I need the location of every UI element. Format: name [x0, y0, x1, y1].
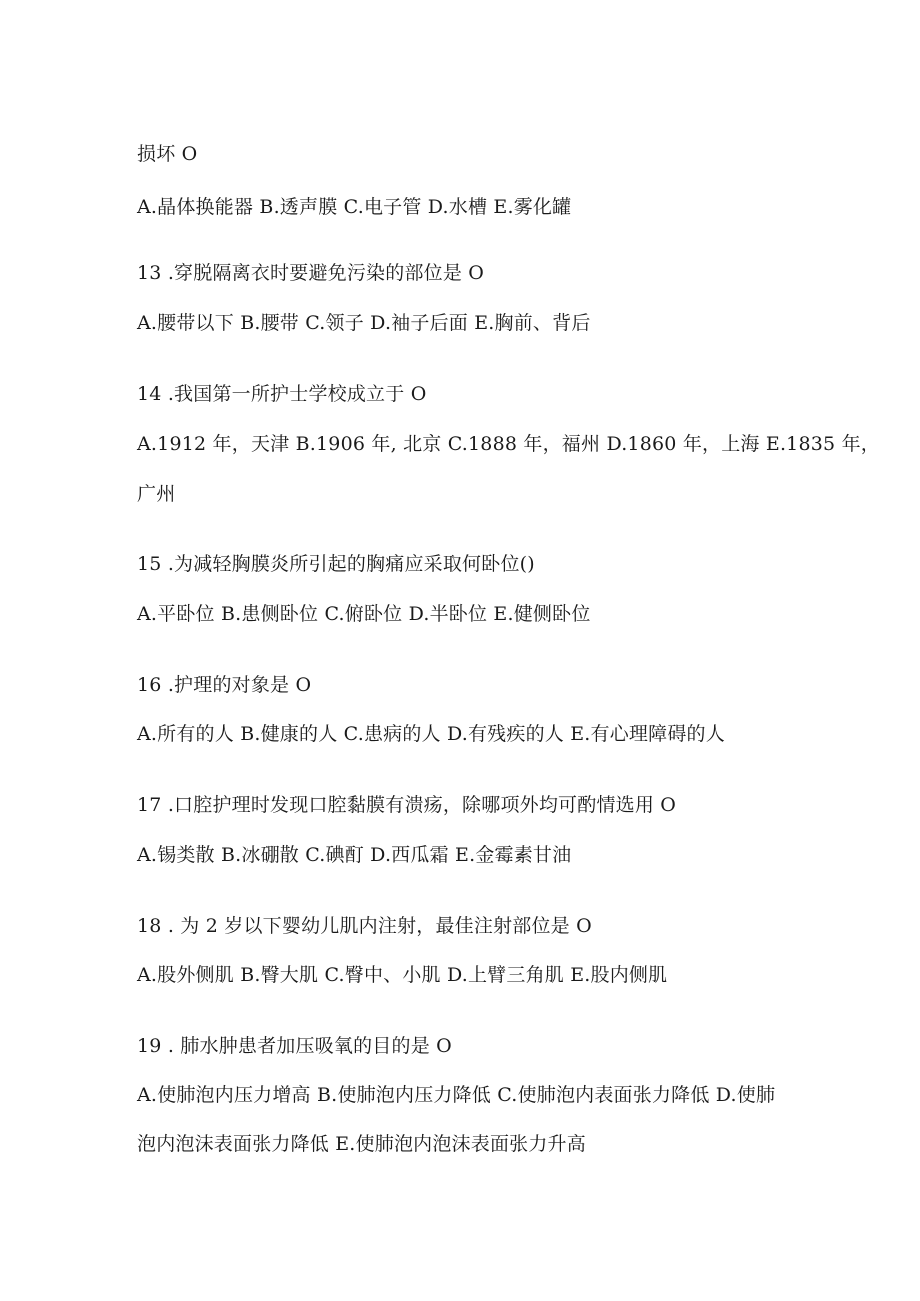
- question-16-options: A.所有的人 B.健康的人 C.患病的人 D.有残疾的人 E.有心理障碍的人: [137, 723, 725, 745]
- question-13-stem: 13 .穿脱隔离衣时要避免污染的部位是 O: [137, 262, 485, 284]
- question-14-options-continuation: 广州: [137, 483, 176, 505]
- question-13-options: A.腰带以下 B.腰带 C.领子 D.袖子后面 E.胸前、背后: [137, 312, 591, 334]
- question-19-options-continuation: 泡内泡沫表面张力降低 E.使肺泡内泡沫表面张力升高: [137, 1133, 586, 1155]
- question-12-stem-continuation: 损坏 O: [137, 143, 198, 165]
- question-18-options: A.股外侧肌 B.臀大肌 C.臀中、小肌 D.上臂三角肌 E.股内侧肌: [137, 964, 668, 986]
- question-17-stem: 17 .口腔护理时发现口腔黏膜有溃疡，除哪项外均可酌情选用 O: [137, 794, 677, 816]
- question-17-options: A.锡类散 B.冰硼散 C.碘酊 D.西瓜霜 E.金霉素甘油: [137, 844, 572, 866]
- question-19-stem: 19 . 肺水肿患者加压吸氧的目的是 O: [137, 1035, 452, 1057]
- question-14-stem: 14 .我国第一所护士学校成立于 O: [137, 383, 427, 405]
- question-15-stem: 15 .为减轻胸膜炎所引起的胸痛应采取何卧位(): [137, 553, 535, 575]
- question-14-options: A.1912 年，天津 B.1906 年, 北京 C.1888 年，福州 D.1860 年，上海 E.1835 年，: [137, 433, 880, 455]
- question-18-stem: 18 . 为 2 岁以下婴幼儿肌内注射，最佳注射部位是 O: [137, 915, 592, 937]
- question-16-stem: 16 .护理的对象是 O: [137, 674, 312, 696]
- question-12-options: A.晶体换能器 B.透声膜 C.电子管 D.水槽 E.雾化罐: [137, 196, 572, 218]
- question-15-options: A.平卧位 B.患侧卧位 C.俯卧位 D.半卧位 E.健侧卧位: [137, 603, 591, 625]
- question-19-options: A.使肺泡内压力增高 B.使肺泡内压力降低 C.使肺泡内表面张力降低 D.使肺: [137, 1084, 776, 1106]
